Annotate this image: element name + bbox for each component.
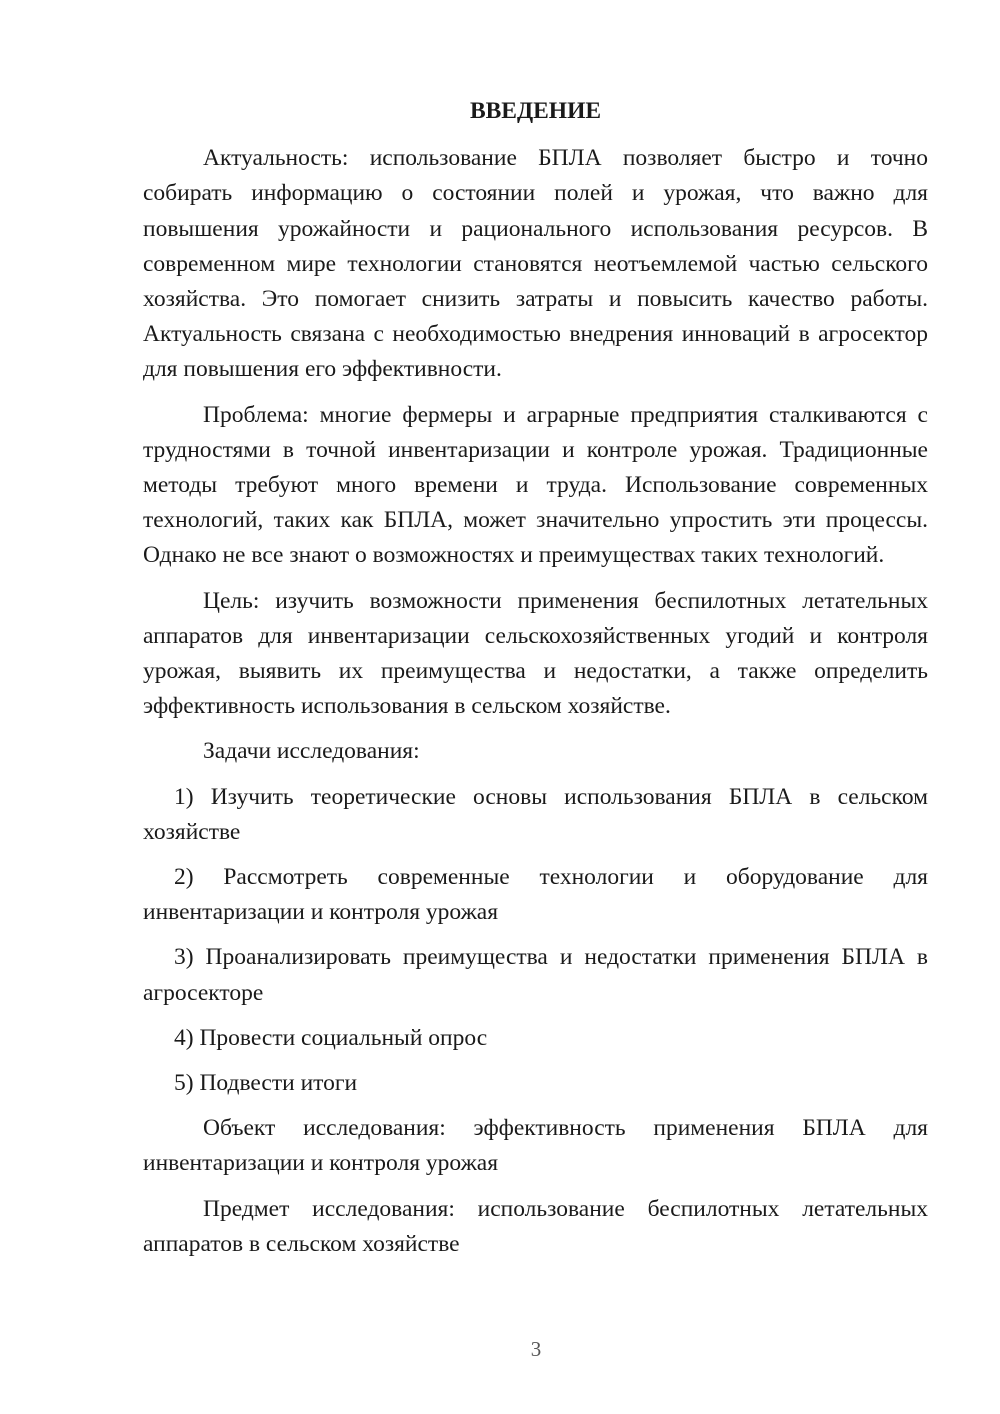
tasks-list bbox=[143, 780, 928, 1102]
list-item: 5) Подвести итоги bbox=[174, 1070, 358, 1097]
list-item: 1) Изучить теоретические основы использования БПЛА в сельском хозяйстве bbox=[143, 783, 928, 845]
paragraph-goal: Цель: изучить возможности применения беспилотных летательных аппаратов для инвентаризации сельскохозяйственных угодий и контроля урожая, выявить их преимущества и недостатки, а также определить эффективность использования в сельском хозяйстве. bbox=[143, 587, 928, 720]
page-number: 3 bbox=[530, 1337, 542, 1361]
page-body bbox=[143, 94, 928, 1272]
paragraph-relevance: Актуальность: использование БПЛА позволяет быстро и точно собирать информацию о состоянии полей и урожая, что важно для повышения урожайности и рационального использования ресурсов. В современном мире технологии становятся неотъемлемой частью сельского хозяйства. Это помогает снизить затраты и повысить качество работы. Актуальность связана с необходимостью внедрения инноваций в агросектор для повышения его эффективности. bbox=[143, 145, 928, 383]
list-item: 4) Провести социальный опрос bbox=[174, 1024, 488, 1051]
paragraph-tasks-intro: Задачи исследования: bbox=[203, 738, 420, 765]
paragraph-object: Объект исследования: эффективность применения БПЛА для инвентаризации и контроля урожая bbox=[143, 1115, 928, 1177]
page-title: ВВЕДЕНИЕ bbox=[469, 98, 602, 124]
paragraph-problem: Проблема: многие фермеры и аграрные предприятия сталкиваются с трудностями в точной инвентаризации и контроле урожая. Традиционные методы требуют много времени и труда. Использование современных технологий, таких как БПЛА, может значительно упростить эти процессы. Однако не все знают о возможностях и преимуществах таких технологий. bbox=[143, 401, 928, 569]
paragraph-subject: Предмет исследования: использование беспилотных летательных аппаратов в сельском хозяйстве bbox=[143, 1195, 928, 1257]
list-item: 3) Проанализировать преимущества и недостатки применения БПЛА в агросекторе bbox=[143, 944, 928, 1006]
list-item: 2) Рассмотреть современные технологии и оборудование для инвентаризации и контроля урожая bbox=[143, 864, 928, 926]
